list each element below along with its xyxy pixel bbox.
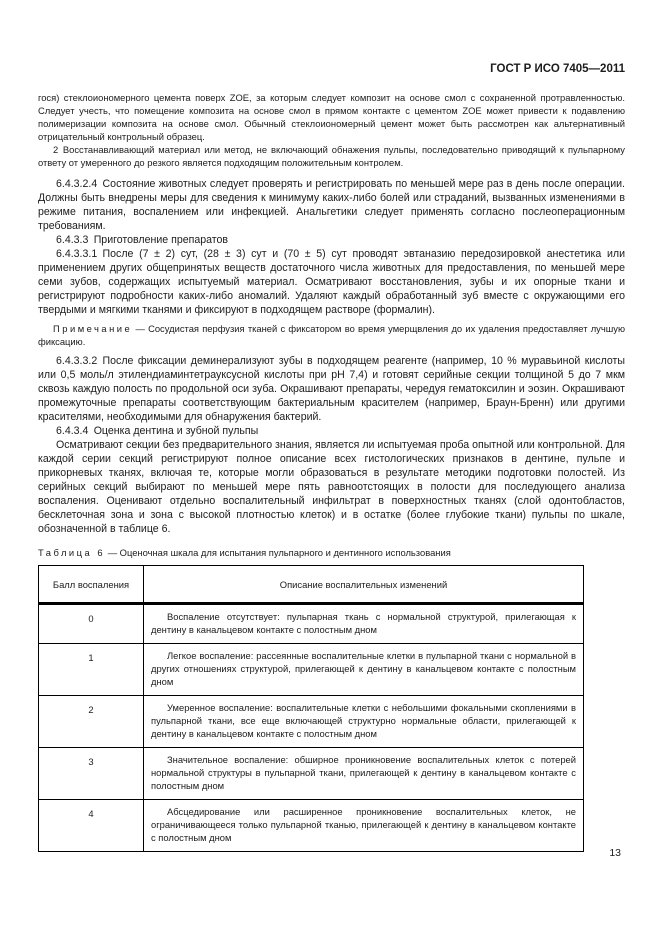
- description-text: Легкое воспаление: рассеянные воспалительные клетки в пульпарной ткани с нормальной в других отношениях структурой, прилегающей к дентину в канальцевом контакте с полостным дном: [151, 650, 576, 687]
- column-header-description: Описание воспалительных изменений: [144, 566, 584, 604]
- table-row: [39, 604, 584, 644]
- standard-designation: ГОСТ Р ИСО 7405—2011: [490, 63, 625, 75]
- note-2-paragraph: 2 Восстанавливающий материал или метод, не включающий обнажения пульпы, последовательно приводящий к пульпарному ответу от умеренного до резкого является подходящим положительным контролем.: [38, 144, 625, 168]
- heading-6-4-3-4: 6.4.3.4 Оценка дентина и зубной пульпы: [56, 425, 259, 437]
- description-text: Умеренное воспаление: воспалительные клетки с небольшими фокальными скоплениями в пульпарной ткани, все еще включающей структурно нормальные области, прилегающей к дентину в канальцевом контакте с полостным дном: [151, 702, 576, 739]
- description-cell: [144, 644, 584, 696]
- heading-6-4-3-3: 6.4.3.3 Приготовление препаратов: [56, 234, 229, 246]
- paragraph-6-4-3-3-1: 6.4.3.3.1 После (7 ± 2) сут, (28 ± 3) сут и (70 ± 5) сут проводят эвтаназию передозировкой анестетика или применением других общепринятых веществ достаточного числа животных для предоставления, по меньшей мере семи зубов, содержащих испытуемый материал. Осматривают восстановления, зубы и их опорные ткани и регистрируют подробности каких-либо аномалий. Удаляют каждый обработанный зуб вместе с окружающими его твердыми и мягкими тканями и фиксируют в подходящем растворе (формалин).: [38, 248, 625, 316]
- note-continuation-paragraph: гося) стеклоиономерного цемента поверх ZOE, за которым следует композит на основе смол с сохраненной протравленностью. Следует учесть, что помещение композита на основе смол в прямом контакте с цементом ZOE может привести к подавлению полимеризации композита на основе смол. Обычный стеклоиономерный цемент может быть рассмотрен как альтернативный отрицательный контрольный образец.: [38, 92, 625, 142]
- paragraph-6-4-3-3-2: 6.4.3.3.2 После фиксации деминерализуют зубы в подходящем реагенте (например, 10 % муравьиной кислоты или 0,5 моль/л этилендиаминтетрауксусной кислоты при pH 7,4) и готовят серийные секции толщиной 5 до 7 мкм сквозь каждую полость по продольной оси зуба. Окрашивают препараты, чередуя гематоксилин и эозин. Окрашивают промежуточные препараты соответствующим бактериальным красителем (например, Браун-Бренн) или другими красителями, необходимыми для обнаружения бактерий.: [38, 355, 625, 423]
- table-row: [39, 644, 584, 696]
- page-number: 13: [609, 847, 621, 859]
- paragraph-assessment: Осматривают секции без предварительного знания, является ли испытуемая проба опытной или контрольной. Для каждой серии секций регистрируют полное описание всех гистологических признаков в дентине, пульпе и прикорневых тканях, включая те, которые могли образоваться в результате методики подготовки полостей. Из серийных секций выбирают по меньшей мере пять равноотстоящих в полости для последующего анализа воспаления. Оценивают отдельно воспалительный инфильтрат в поверхностных тканях (слой одонтобластов, бесклеточная зона и зона с высокой плотностью клеток) и в остатке (более глубокие ткани) пульпы по шкале, обозначенной в таблице 6.: [38, 439, 625, 535]
- note-text: — Сосудистая перфузия тканей с фиксатором во время умерщвления до их удаления предоставляет лучшую фиксацию.: [38, 323, 625, 347]
- table-caption: [38, 547, 625, 559]
- column-header-score: Балл воспаления: [39, 566, 144, 604]
- description-text: Воспаление отсутствует: пульпарная ткань с нормальной структурой, прилегающая к дентину в канальцевом контакте с полостным дном: [151, 611, 576, 635]
- table-row: [39, 696, 584, 748]
- score-cell: 2: [39, 696, 144, 748]
- note-paragraph: [38, 322, 625, 348]
- table-caption-label: Таблица 6: [38, 547, 106, 558]
- score-cell: 4: [39, 800, 144, 852]
- paragraph-6-4-3-2-4: 6.4.3.2.4 Состояние животных следует проверять и регистрировать по меньшей мере раз в день после операции. Должны быть внедрены меры для сведения к минимуму каких-либо болей или страданий, вызванных изменениями в режиме питания, воспалением или инфекцией. Анальгетики следует применять согласно послеоперационным требованиям.: [38, 178, 625, 232]
- table-row: [39, 748, 584, 800]
- description-cell: [144, 604, 584, 644]
- table-caption-text: — Оценочная шкала для испытания пульпарного и дентинного использования: [107, 547, 451, 558]
- table-row: [39, 800, 584, 852]
- score-cell: 3: [39, 748, 144, 800]
- description-cell: [144, 696, 584, 748]
- score-cell: 1: [39, 644, 144, 696]
- description-cell: [144, 748, 584, 800]
- score-cell: 0: [39, 604, 144, 644]
- description-cell: [144, 800, 584, 852]
- inflammation-score-table: [38, 565, 584, 852]
- note-label: Примечание: [53, 323, 133, 334]
- table-header-row: [39, 566, 584, 604]
- description-text: Абсцедирование или расширенное проникновение воспалительных клеток, не ограничивающееся только пульпарной тканью, прилегающей к дентину в канальцевом контакте с полостным дном: [151, 806, 576, 843]
- description-text: Значительное воспаление: обширное проникновение воспалительных клеток с потерей нормальной структуры в пульпарной ткани, прилегающей к дентину в канальцевом контакте с полостным дном: [151, 754, 576, 791]
